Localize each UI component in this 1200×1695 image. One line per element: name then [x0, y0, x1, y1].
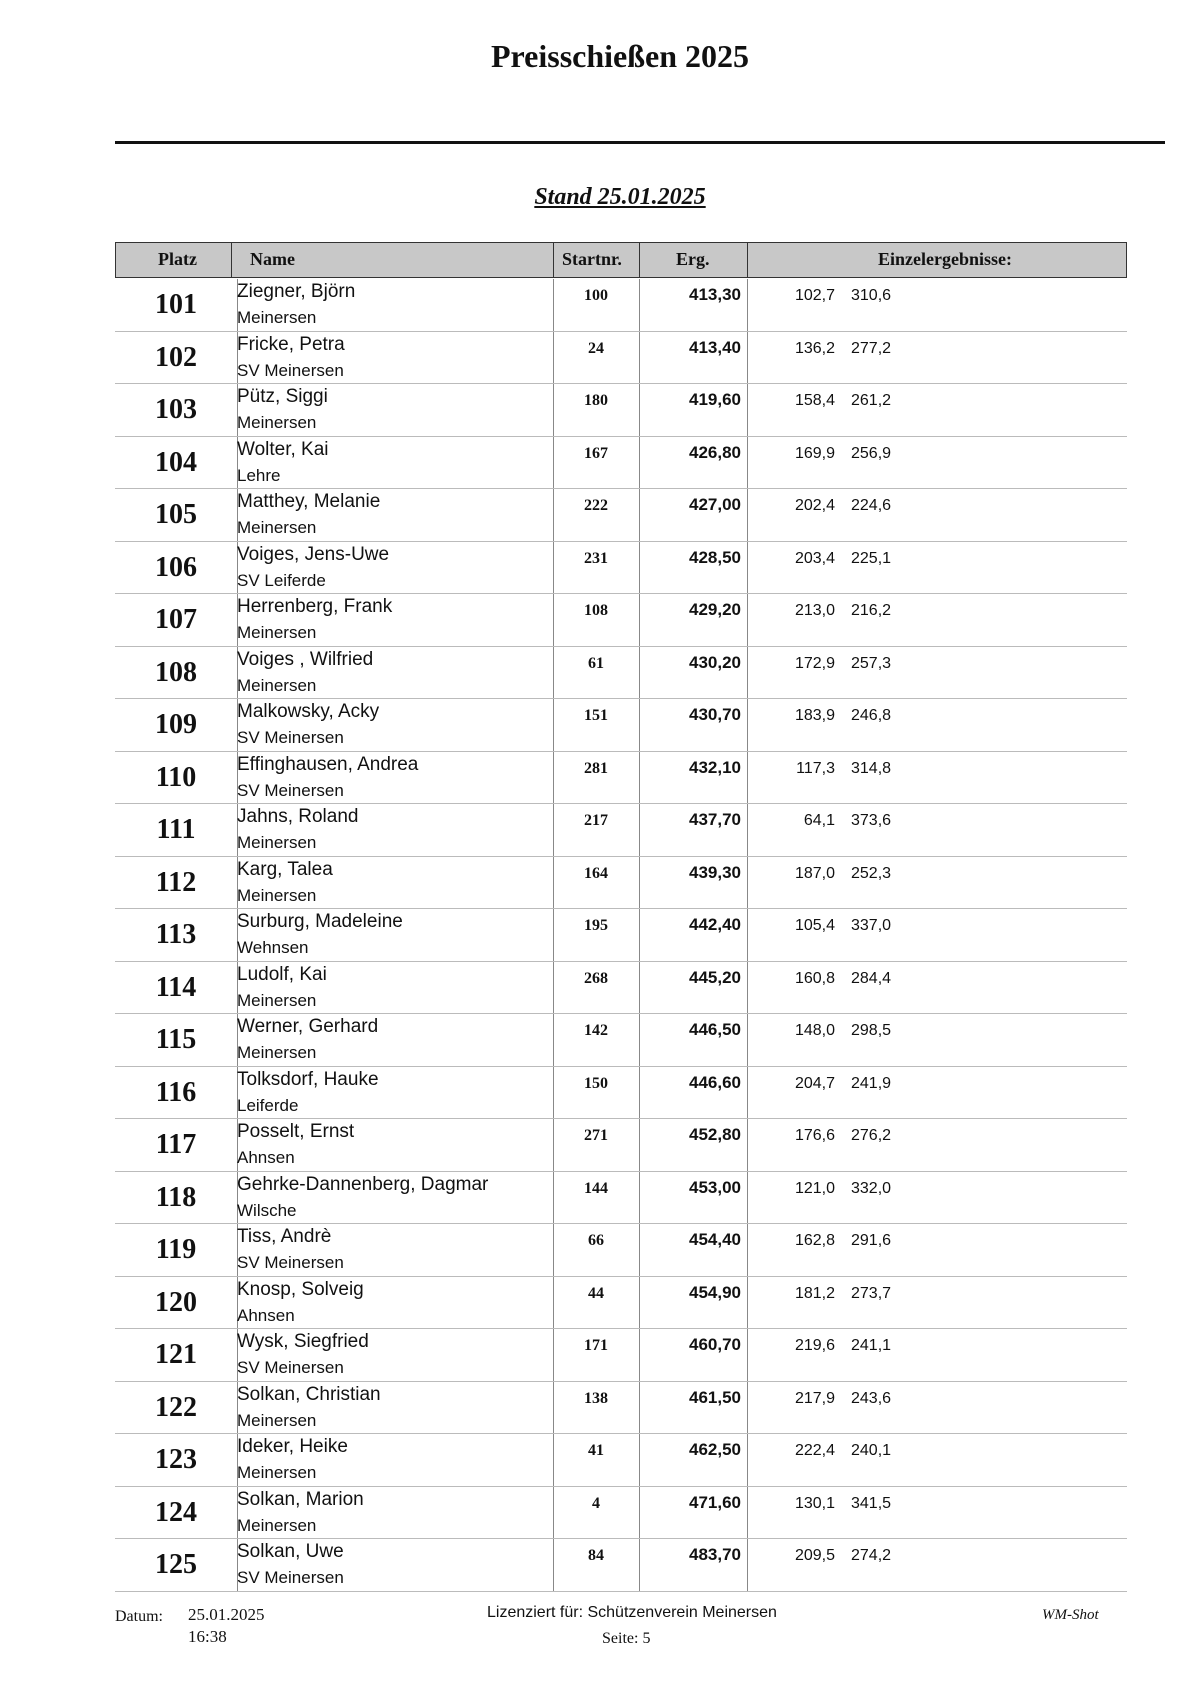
table-row: [115, 752, 1127, 805]
row-einzel-2: 246,8: [851, 707, 892, 724]
row-einzel-1: 130,1: [794, 1494, 835, 1512]
row-startnr: 151: [584, 707, 608, 724]
row-erg: 427,00: [689, 495, 741, 514]
column-divider: [747, 647, 748, 699]
row-erg: 462,50: [689, 1440, 741, 1459]
footer-datum: 25.01.2025: [188, 1605, 265, 1624]
row-einzel-2: 261,2: [851, 392, 892, 409]
row-einzel-2: 298,5: [851, 1022, 892, 1039]
column-divider: [747, 437, 748, 489]
row-startnr: 271: [584, 1127, 608, 1144]
table-row: [115, 962, 1127, 1015]
row-erg: 413,40: [689, 337, 741, 357]
table-row: [115, 594, 1127, 647]
row-erg: 419,60: [689, 390, 741, 409]
row-name: Werner, Gerhard: [237, 1016, 379, 1037]
footer-seite: [602, 1630, 650, 1648]
header-divider: [639, 243, 640, 277]
row-erg: 460,70: [689, 1335, 741, 1354]
row-startnr: 150: [584, 1074, 608, 1092]
row-einzel-2: 273,7: [851, 1284, 892, 1302]
row-erg: 439,30: [689, 862, 741, 882]
row-platz: 107: [155, 604, 197, 635]
row-platz: 120: [155, 1286, 197, 1318]
row-name: Herrenberg, Frank: [237, 596, 393, 617]
page-title: Preisschießen 2025: [490, 38, 750, 74]
title-rule: [115, 141, 1165, 144]
row-verein: Meinersen: [237, 1043, 317, 1062]
row-einzel-1: 148,0: [794, 1022, 835, 1039]
row-name: Solkan, Christian: [237, 1383, 381, 1405]
row-startnr: 268: [584, 969, 608, 987]
row-verein: Meinersen: [237, 833, 317, 852]
row-einzel-2: 243,6: [851, 1389, 892, 1407]
row-einzel-2: 291,6: [851, 1232, 892, 1249]
row-startnr: 4: [592, 1494, 600, 1512]
row-verein: SV Meinersen: [237, 1568, 344, 1587]
row-platz: 118: [155, 1181, 197, 1213]
column-divider: [747, 804, 748, 856]
row-platz: 112: [155, 866, 197, 898]
footer-seite-label: Seite:: [602, 1630, 639, 1647]
row-verein: Ahnsen: [237, 1305, 295, 1325]
row-verein: Lehre: [237, 465, 281, 485]
row-startnr: 217: [584, 812, 608, 829]
table-row: [115, 1172, 1127, 1225]
row-einzel-1: 181,2: [794, 1284, 835, 1302]
row-verein: SV Meinersen: [237, 1253, 344, 1272]
row-erg: 446,60: [689, 1072, 741, 1092]
row-einzel-2: 373,6: [851, 812, 892, 829]
row-name: Solkan, Marion: [237, 1488, 364, 1510]
column-divider: [747, 752, 748, 804]
row-einzel-1: 105,4: [794, 917, 835, 934]
column-divider: [747, 909, 748, 961]
row-platz: 122: [155, 1391, 197, 1423]
row-startnr: 108: [584, 602, 608, 619]
row-name: Matthey, Melanie: [237, 491, 381, 512]
row-startnr: 138: [584, 1389, 608, 1407]
row-platz: 115: [155, 1024, 197, 1055]
table-row: [115, 1434, 1127, 1487]
row-platz: 113: [155, 919, 197, 950]
row-name: Solkan, Uwe: [237, 1541, 344, 1562]
row-einzel-1: 209,5: [794, 1547, 835, 1564]
row-name: Fricke, Petra: [237, 333, 345, 355]
row-einzel-2: 240,1: [851, 1442, 892, 1459]
row-verein: SV Meinersen: [237, 360, 344, 380]
column-divider: [747, 1119, 748, 1171]
row-erg: 454,40: [689, 1230, 741, 1249]
column-divider: [747, 279, 748, 331]
header-divider: [553, 243, 554, 277]
row-startnr: 144: [584, 1179, 608, 1197]
row-einzel-1: 160,8: [794, 969, 835, 987]
row-platz: 121: [155, 1339, 197, 1370]
column-divider: [747, 1172, 748, 1224]
row-einzel-1: 217,9: [794, 1389, 835, 1407]
footer-datum-label: Datum:: [115, 1608, 163, 1625]
header-divider: [231, 243, 232, 277]
row-verein: Wilsche: [237, 1200, 297, 1220]
row-einzel-2: 337,0: [851, 917, 892, 934]
row-erg: 471,60: [689, 1492, 741, 1512]
row-einzel-1: 172,9: [794, 654, 835, 672]
row-einzel-1: 202,4: [794, 497, 835, 514]
row-platz: 124: [155, 1496, 197, 1528]
row-startnr: 195: [584, 917, 608, 934]
row-platz: 125: [155, 1549, 197, 1580]
row-einzel-2: 216,2: [851, 602, 892, 619]
row-einzel-2: 252,3: [851, 864, 892, 882]
row-name: Voiges, Jens-Uwe: [237, 543, 390, 565]
row-verein: Meinersen: [237, 1463, 317, 1482]
results-table: [115, 279, 1127, 1592]
row-name: Surburg, Madeleine: [237, 911, 403, 932]
row-name: Karg, Talea: [237, 858, 333, 880]
table-row: [115, 1487, 1127, 1540]
row-name: Posselt, Ernst: [237, 1121, 355, 1142]
row-verein: SV Meinersen: [237, 728, 344, 747]
row-einzel-1: 213,0: [794, 602, 835, 619]
table-row: [115, 1067, 1127, 1120]
row-verein: Meinersen: [237, 885, 317, 905]
row-einzel-1: 136,2: [794, 339, 835, 357]
table-row: [115, 1329, 1127, 1382]
table-row: [115, 542, 1127, 595]
row-einzel-1: 64,1: [803, 812, 835, 829]
row-einzel-1: 121,0: [794, 1179, 835, 1197]
row-platz: 109: [155, 709, 197, 740]
row-einzel-1: 219,6: [794, 1337, 835, 1354]
row-einzel-1: 204,7: [794, 1074, 835, 1092]
column-divider: [747, 1487, 748, 1539]
row-platz: 103: [155, 394, 197, 425]
footer-seite-number: 5: [642, 1630, 651, 1647]
column-divider: [747, 594, 748, 646]
row-platz: 105: [155, 499, 197, 530]
column-divider: [747, 489, 748, 541]
row-startnr: 231: [584, 549, 608, 567]
row-startnr: 44: [588, 1284, 604, 1302]
row-verein: SV Meinersen: [237, 1358, 344, 1377]
footer-lizenz: Lizenziert für: Schützenverein Meinersen: [487, 1604, 777, 1621]
table-header: [115, 242, 1127, 278]
column-divider: [747, 1382, 748, 1434]
header-startnr: Startnr.: [562, 249, 622, 269]
row-platz: 114: [155, 971, 197, 1003]
row-erg: 442,40: [689, 915, 741, 934]
row-platz: 104: [155, 446, 197, 478]
row-einzel-1: 117,3: [796, 759, 835, 777]
column-divider: [747, 962, 748, 1014]
row-erg: 426,80: [689, 442, 741, 462]
row-einzel-2: 257,3: [851, 654, 892, 672]
table-row: [115, 647, 1127, 700]
row-name: Ziegner, Björn: [237, 281, 356, 302]
row-verein: Meinersen: [237, 1515, 317, 1535]
row-platz: 123: [155, 1444, 197, 1475]
header-erg: Erg.: [676, 249, 710, 269]
row-erg: 413,30: [689, 285, 741, 304]
row-name: Effinghausen, Andrea: [237, 753, 419, 775]
row-platz: 117: [155, 1129, 197, 1160]
row-name: Tolksdorf, Hauke: [237, 1068, 379, 1090]
row-erg: 445,20: [689, 967, 741, 987]
column-divider: [747, 1277, 748, 1329]
row-startnr: 167: [584, 444, 608, 462]
header-name: Name: [250, 249, 295, 269]
row-einzel-2: 341,5: [851, 1494, 892, 1512]
table-row: [115, 804, 1127, 857]
column-divider: [747, 1014, 748, 1066]
table-row: [115, 332, 1127, 385]
row-einzel-1: 169,9: [794, 444, 835, 462]
row-einzel-2: 241,1: [851, 1337, 892, 1354]
row-startnr: 281: [584, 759, 608, 777]
column-divider: [747, 542, 748, 594]
row-verein: Leiferde: [237, 1095, 299, 1115]
row-verein: SV Leiferde: [237, 570, 326, 590]
row-erg: 428,50: [689, 547, 741, 567]
row-einzel-1: 203,4: [794, 549, 835, 567]
row-startnr: 142: [584, 1022, 608, 1039]
table-row: [115, 489, 1127, 542]
row-einzel-2: 224,6: [851, 497, 892, 514]
row-einzel-2: 225,1: [851, 549, 892, 567]
row-platz: 111: [156, 814, 196, 845]
row-platz: 110: [155, 761, 197, 793]
row-erg: 430,70: [689, 705, 741, 724]
row-einzel-2: 276,2: [851, 1127, 892, 1144]
row-einzel-2: 274,2: [851, 1547, 892, 1564]
row-einzel-2: 241,9: [851, 1074, 892, 1092]
row-verein: Ahnsen: [237, 1148, 295, 1167]
footer-software: WM-Shot: [1042, 1607, 1099, 1623]
row-name: Voiges , Wilfried: [237, 648, 374, 670]
row-platz: 101: [155, 289, 197, 320]
row-verein: Meinersen: [237, 1410, 317, 1430]
row-platz: 108: [155, 656, 197, 688]
row-einzel-2: 332,0: [851, 1179, 892, 1197]
table-row: [115, 699, 1127, 752]
row-einzel-1: 158,4: [794, 392, 835, 409]
table-row: [115, 1224, 1127, 1277]
row-erg: 454,90: [689, 1282, 741, 1302]
row-einzel-2: 284,4: [851, 969, 892, 987]
row-erg: 432,10: [689, 757, 741, 777]
table-row: [115, 1119, 1127, 1172]
column-divider: [747, 1329, 748, 1381]
row-einzel-1: 183,9: [794, 707, 835, 724]
row-erg: 452,80: [689, 1125, 741, 1144]
row-startnr: 171: [584, 1337, 608, 1354]
row-name: Tiss, Andrè: [237, 1226, 332, 1247]
row-verein: Meinersen: [237, 623, 317, 642]
row-name: Wysk, Siegfried: [237, 1331, 369, 1352]
column-divider: [747, 332, 748, 384]
row-erg: 437,70: [689, 810, 741, 829]
row-platz: 102: [155, 341, 197, 373]
row-erg: 483,70: [689, 1545, 741, 1564]
table-row: [115, 279, 1127, 332]
stand-date: Stand 25.01.2025: [534, 184, 706, 210]
column-divider: [747, 1224, 748, 1276]
row-einzel-1: 102,7: [794, 287, 835, 304]
row-name: Gehrke-Dannenberg, Dagmar: [237, 1173, 489, 1195]
row-einzel-1: 176,6: [794, 1127, 835, 1144]
column-divider: [747, 1539, 748, 1591]
table-row: [115, 437, 1127, 490]
row-startnr: 164: [584, 864, 608, 882]
row-einzel-1: 222,4: [794, 1442, 835, 1459]
row-einzel-2: 277,2: [851, 339, 892, 357]
row-einzel-2: 310,6: [851, 287, 892, 304]
row-name: Malkowsky, Acky: [237, 701, 380, 722]
footer-zeit: 16:38: [188, 1627, 227, 1646]
row-name: Wolter, Kai: [237, 438, 329, 460]
row-verein: Meinersen: [237, 518, 317, 537]
row-verein: Meinersen: [237, 308, 317, 327]
column-divider: [747, 699, 748, 751]
row-startnr: 100: [584, 287, 608, 304]
row-erg: 430,20: [689, 652, 741, 672]
row-platz: 119: [155, 1234, 197, 1265]
column-divider: [747, 1067, 748, 1119]
row-einzel-1: 187,0: [794, 864, 835, 882]
row-startnr: 61: [588, 654, 604, 672]
table-row: [115, 1277, 1127, 1330]
table-row: [115, 384, 1127, 437]
table-row: [115, 909, 1127, 962]
row-name: Ideker, Heike: [237, 1436, 348, 1457]
header-divider: [747, 243, 748, 277]
row-name: Ludolf, Kai: [237, 963, 327, 985]
column-divider: [747, 1434, 748, 1486]
row-einzel-1: 162,8: [794, 1232, 835, 1249]
row-verein: SV Meinersen: [237, 780, 344, 800]
row-verein: Meinersen: [237, 990, 317, 1010]
column-divider: [747, 857, 748, 909]
row-startnr: 66: [588, 1232, 604, 1249]
row-erg: 429,20: [689, 600, 741, 619]
row-startnr: 84: [588, 1547, 604, 1564]
column-divider: [747, 384, 748, 436]
row-erg: 453,00: [689, 1177, 741, 1197]
row-verein: Wehnsen: [237, 938, 309, 957]
row-startnr: 180: [584, 392, 608, 409]
row-erg: 461,50: [689, 1387, 741, 1407]
row-startnr: 41: [588, 1442, 604, 1459]
row-name: Jahns, Roland: [237, 806, 359, 827]
row-startnr: 24: [588, 339, 604, 357]
row-name: Knosp, Solveig: [237, 1278, 364, 1300]
table-row: [115, 857, 1127, 910]
row-verein: Meinersen: [237, 413, 317, 432]
header-einzel: Einzelergebnisse:: [878, 249, 1012, 269]
row-name: Pütz, Siggi: [237, 386, 328, 407]
table-row: [115, 1382, 1127, 1435]
row-startnr: 222: [584, 497, 608, 514]
header-platz: Platz: [158, 249, 197, 269]
row-verein: Meinersen: [237, 675, 317, 695]
row-platz: 106: [155, 551, 197, 583]
row-einzel-2: 314,8: [851, 759, 892, 777]
row-platz: 116: [155, 1076, 197, 1108]
table-row: [115, 1014, 1127, 1067]
row-einzel-2: 256,9: [851, 444, 892, 462]
table-row: [115, 1539, 1127, 1592]
row-erg: 446,50: [689, 1020, 741, 1039]
